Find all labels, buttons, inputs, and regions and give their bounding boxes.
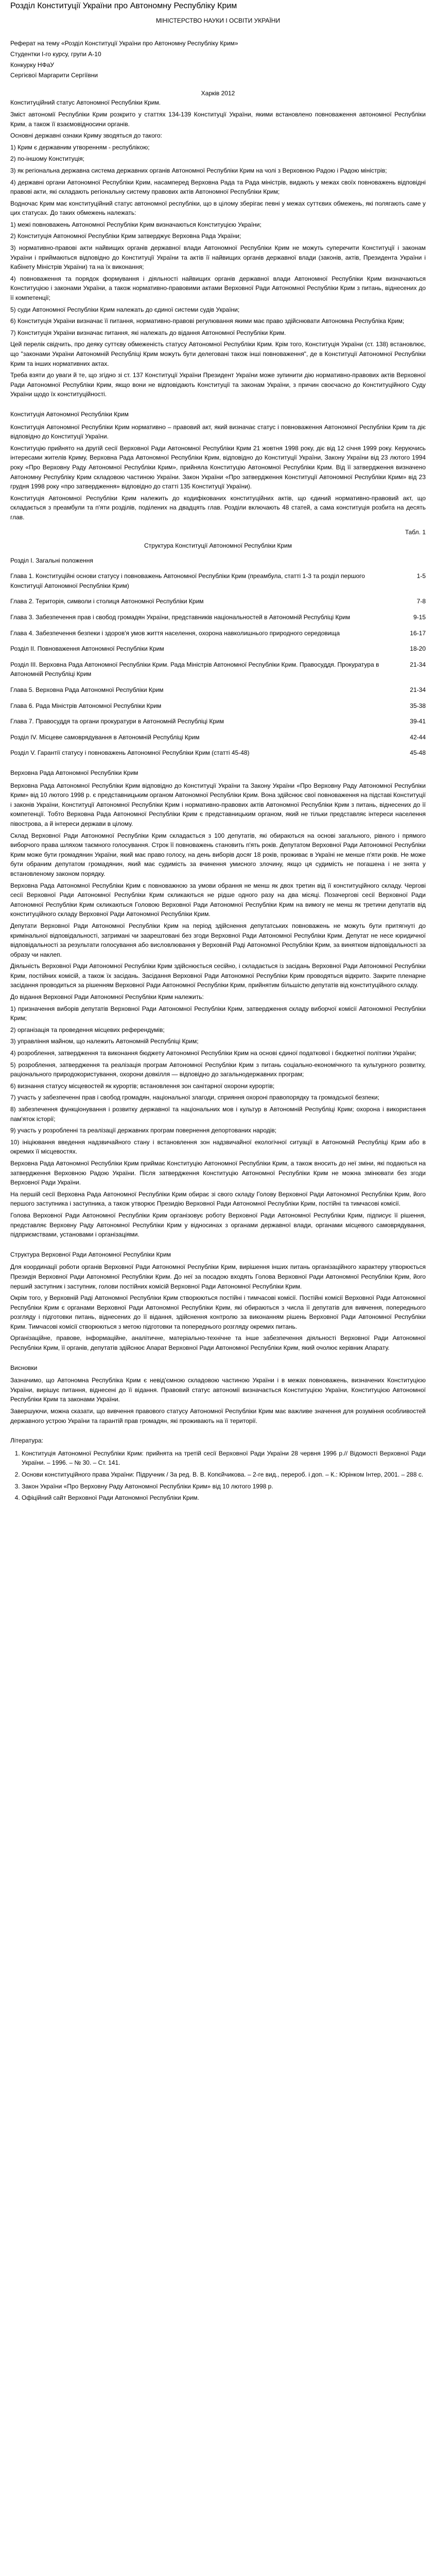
- table-row: Розділ II. Повноваження Автономної Республіки Крим 18-20: [10, 645, 426, 653]
- paragraph: 3) управління майном, що належить Автономній Республіці Крим;: [10, 1038, 199, 1045]
- paragraph: 10) ініціювання введення надзвичайного стану і встановлення зон надзвичайної екологічної ситуації в Автономній Республіці Крим або в окремих її місцевостях.: [10, 1138, 426, 1156]
- paragraph: 1) призначення виборів депутатів Верховної Ради Автономної Республіки Крим, затвердження складу виборчої комісії Автономної Республіки Крим;: [10, 1005, 426, 1022]
- list-item: 3. Закон України «Про Верховну Раду Автономної Республіки Крим» від 10 лютого 1998 р.: [22, 1482, 426, 1492]
- topic-line: Реферат на тему «Розділ Конституції України про Автономну Республіку Крим»: [10, 40, 238, 47]
- table-row: Розділ III. Верховна Рада Автономної Республіки Крим. Рада Міністрів Автономної Республіки Крим. Правосуддя. Прокуратура в Автономній Республіці Крим 21-34: [10, 660, 426, 678]
- paragraph: 2) по-іншому Конституція;: [10, 155, 84, 163]
- table-label: Табл. 1: [405, 528, 426, 536]
- paragraph: Водночас Крим має конституційний статус автономної республіки, що в цілому зберігає певні у межах суттєвих обмежень, які полягають саме у цих статусах. До таких обмежень належать:: [10, 199, 426, 217]
- paragraph: Діяльність Верховної Ради Автономної Республіки Крим здійснюється сесійно, і складається із засідань Верховної Ради Автономної Республіки Крим, постійних комісій, а також їх засідань. Засідання Верховної Ради Автономної Республіки Крим проводяться відкрито. Закрите пленарне засідання проводиться за рішенням Верховної Ради Автономної Республіки Крим, прийнятим більшістю депутатів від конституційного складу.: [10, 962, 426, 989]
- table-row: Глава 3. Забезпечення прав і свобод громадян України, представників національностей в Автономній Республіці Крим 9-15: [10, 614, 426, 621]
- paragraph: 4) державні органи Автономної Республіки Крим, насамперед Верховна Рада та Рада міністрів, видають у межах своїх повноважень відповідні правові акти, які складають регіональну систему правових актів Автономної Республіки Крим;: [10, 178, 426, 196]
- list-item: 1. Конституція Автономної Республіки Крим: прийнята на третій сесії Верховної Ради України 28 червня 1996 р.// Відомості Верховної Ради України. – 1996. – № 30. – Ст. 141.: [22, 1449, 426, 1468]
- paragraph: 5) суди Автономної Республіки Крим належать до єдиної системи судів України;: [10, 306, 240, 313]
- paragraph: Зміст автономії Республіки Крим розкрито у статтях 134-139 Конституції України, якими встановлено повноваження автономної Республіки Крим, а також її взаємовідносини органів.: [10, 110, 426, 128]
- student-line: Студентки І-го курсу, групи А-10: [10, 50, 101, 58]
- paragraph: Організаційне, правове, інформаційне, аналітичне, матеріально-технічне та інше забезпечення діяльності Верховної Ради Автономної Республіки Крим, її органів, депутатів здійснює Апарат Верховної Ради Автономної Республіки Крим, який очолює керівник Апарату.: [10, 1334, 426, 1352]
- paragraph: Цей перелік свідчить, про деяку суттєву обмеженість статусу Автономної Республіки Крим. Крім того, Конституція України (ст. 138) встановлює, що "законами України Автономній Республіці Крим можуть бути делеговані також інші повноваження", де в Конституції Автономної Республіки Крим та інших нормативних актах.: [10, 341, 426, 367]
- paragraph: Основні державні ознаки Криму зводяться до такого:: [10, 132, 162, 140]
- paragraph: 7) участь у забезпеченні прав і свобод громадян, національної злагоди, сприяння охороні правопорядку та громадської безпеки;: [10, 1094, 379, 1101]
- paragraph: 9) участь у розробленні та реалізації державних програм повернення депортованих народів;: [10, 1127, 277, 1134]
- paragraph: 8) забезпечення функціонування і розвитку державної та національних мов і культур в Автономній Республіці Крим; охорона і використання пам'яток історії;: [10, 1106, 426, 1123]
- paragraph: 3) як регіональна державна система державних органів Автономної Республіки Крим на чолі з Верховною Радою і Радою міністрів;: [10, 166, 387, 174]
- paragraph: 6) Конституція України визначає її питання, нормативно-правові регулювання якими має право здійснювати Автономна Республіка Крим;: [10, 317, 405, 325]
- paragraph: Верховна Рада Автономної Республіки Крим відповідно до Конституції України та Закону України «Про Верховну Раду Автономної Республіки Крим» від 10 лютого 1998 р. є представницьким органом Автономної Республіки Крим. Вона здійснює свої повноваження на підставі Конституції і законів України, Конституції Автономної Республіки Крим і нормативно-правових актів Автономної Республіки Крим з питань, віднесених до її компетенції. Тобто Верховна Рада Автономної Республіки Крим є представницьким органом, який не тільки представляє інтереси населення півострова, а й інтереси держави в цілому.: [10, 782, 426, 827]
- table-row: Глава 2. Територія, символи і столиця Автономної Республіки Крим 7-8: [10, 598, 426, 605]
- ministry-line: МІНІСТЕРСТВО НАУКИ І ОСВІТИ УКРАЇНИ: [155, 16, 281, 24]
- table-row: Глава 1. Конституційні основи статусу і повноважень Автономної Республіки Крим (преамбула, статті 1-3 та розділ першого Конституції Автономної Республіки Крим) 1-5: [10, 572, 426, 589]
- paragraph: 3) нормативно-правові акти найвищих органів державної влади Автономної Республіки Крим не можуть суперечити Конституції і законам України і приймаються відповідно до Конституції України та актів її найвищих органів державної влади (законів, актів, Президента України і Кабінету Міністрів України) та на їх виконання;: [10, 244, 426, 271]
- paragraph: Склад Верховної Ради Автономної Республіки Крим складається з 100 депутатів, які обираються на основі загального, рівного і прямого виборчого права шляхом таємного голосування. Строк її повноважень становить п'ять років. Депутатом Верховної Ради Автономної Республіки Крим може бути громадянин України, який має право голосу, на день виборів досяг 18 років, проживає в Україні не менше п'яти років. Не може бути обраним депутатом громадянин, який має судимість за вчинення умисного злочину, якщо ця судимість не погашена і не знята у встановленому законом порядку.: [10, 832, 426, 877]
- table-title: Структура Конституції Автономної Республіки Крим: [144, 542, 292, 550]
- paragraph: 7) Конституція України визначає питання, які належать до відання Автономної Республіки Крим.: [10, 329, 286, 336]
- paragraph: 2) Конституція Автономної Республіки Крим затверджує Верховна Рада України;: [10, 232, 241, 240]
- list-item: 2. Основи конституційного права України: Підручник / За ред. В. В. Копєйчикова. – 2-ге вид., перероб. і доп. – К.: Юрінком Інтер, 2001. – 288 с.: [22, 1470, 426, 1480]
- faculty-line: Конкурку НФаУ: [10, 61, 55, 69]
- paragraph: Депутати Верховної Ради Автономної Республіки Крим на період здійснення депутатських повноважень не можуть бути притягнуті до кримінальної відповідальності, затримані чи заарештовані без згоди Верховної Ради Автономної Республіки Крим. Депутат не несе юридичної відповідальності за результати голосування або висловлювання у Верховній Раді Автономної Республіки Крим, за винятком відповідальності за образу чи наклеп.: [10, 922, 426, 958]
- table-row: Розділ I. Загальні положення: [10, 556, 93, 564]
- paragraph: Для координації роботи органів Верховної Ради Автономної Республіки Крим, вирішення інших питань організаційного характеру утворюється Президія Верховної Ради Автономної Республіки Крим. До неї за посадою входять Голова Верховної Ради Автономної Республіки Крим, його перший заступник і заступник, голови постійних комісій Верховної Ради Автономної Республіки Крим.: [10, 1263, 426, 1290]
- paragraph: 4) розроблення, затвердження та виконання бюджету Автономної Республіки Крим на основі єдиної податкової і бюджетної політики України;: [10, 1049, 416, 1057]
- table-row: Глава 4. Забезпечення безпеки і здоров'я умов життя населення, охорона навколишнього природного середовища 16-17: [10, 629, 426, 637]
- paragraph: 6) визнання статусу місцевостей як курортів; встановлення зон санітарної охорони курортів;: [10, 1082, 275, 1090]
- section-heading-conclusions: Висновки: [10, 1364, 38, 1371]
- paragraph: 1) Крим є державним утворенням - республікою;: [10, 143, 150, 151]
- paragraph: Верховна Рада Автономної Республіки Крим є повноважною за умови обрання не менш як двох третин від її конституційного складу. Чергові сесії Верховної Ради Автономної Республіки Крим скликаються не рідше одного разу на два місяці. Позачергові сесії Верховної Ради Автономної Республіки Крим скликаються Головою Верховної Ради Автономної Республіки Крим на вимогу не менш як третини депутатів від конституційного складу Верховної Ради Автономної Республіки Крим.: [10, 882, 426, 918]
- paragraph: Зазначимо, що Автономна Республіка Крим є невід'ємною складовою частиною України і в межах повноважень, визначених Конституцією України, вирішує питання, віднесені до її відання. Правовий статус автономії визначається Конституцією України, Конституцією Автономної Республіки Крим та законами України.: [10, 1377, 426, 1403]
- document-title: Розділ Конституції України про Автономну Республіку Крим: [10, 2, 237, 10]
- paragraph: Конституцію прийнято на другій сесії Верховної Ради Автономної Республіки Крим 21 жовтня 1998 року, діє від 12 січня 1999 року. Керуючись інтересами жителів Криму, Верховна Рада Автономної Республіки Крим, відповідно до Конституції України, Закону України від 23 лютого 1994 року «Про Верховну Раду Автономної Республіки Крим», прийняла Конституцію Автономної Республіки Крим. Від її затвердження визначено Автономну Республіку Крим складовою частиною України. Закон України «Про затвердження Конституції Автономної Республіки Крим» від 23 грудня 1998 року «про затвердження» відповідно до статті 135 Конституції України).: [10, 444, 426, 490]
- paragraph: До відання Верховної Ради Автономної Республіки Крим належить:: [10, 993, 204, 1001]
- paragraph: Конституція Автономної Республіки Крим належить до кодифікованих конституційних актів, що єдиний нормативно-правовий акт, що складається з преамбули та п'яти розділів, поділених на двадцять глав. Розділи включають 48 статей, а сама конституція розбита на десять глав.: [10, 494, 426, 521]
- city-year: Харків 2012: [201, 89, 235, 97]
- literature-list: [22, 1449, 426, 1503]
- paragraph: Завершуючи, можна сказати, що вивчення правового статусу Автономної Республіки Крим має важливе значення для розуміння особливостей державного устрою України та гарантій прав громадян, які проживають на її території.: [10, 1408, 426, 1425]
- list-item: 4. Офіційний сайт Верховної Ради Автономної Республіки Крим.: [22, 1493, 426, 1503]
- paragraph: 2) організація та проведення місцевих референдумів;: [10, 1026, 165, 1033]
- paragraph: 4) повноваження та порядок формування і діяльності найвищих органів державної влади Автономної Республіки Крим визначаються Конституцією і законами України, а також нормативно-правовими актами Верховної Ради Автономної Республіки Крим з питань, віднесених до її компетенції;: [10, 275, 426, 302]
- table-row: Розділ IV. Місцеве самоврядування в Автономній Республіці Крим 42-44: [10, 733, 426, 741]
- section-heading-structure: Структура Верховної Ради Автономної Республіки Крим: [10, 1250, 171, 1258]
- paragraph: 5) розроблення, затвердження та реалізація програм Автономної Республіки Крим з питань соціально-економічного та культурного розвитку, раціонального природокористування, охорони довкілля — відповідно до загальнодержавних програм;: [10, 1061, 426, 1078]
- paragraph: 1) межі повноважень Автономної Республіки Крим визначаються Конституцією України;: [10, 221, 261, 228]
- paragraph: Треба взяти до уваги й те, що згідно зі ст. 137 Конституції України Президент України може зупинити дію нормативно-правових актів Верховної Ради Автономної Республіки Крим, якщо вони не відповідають Конституції та законам України, з причин своєчасно до Конституційного Суду України щодо їх конституційності.: [10, 371, 426, 398]
- intro-section: [10, 98, 426, 399]
- table-row: Глава 7. Правосуддя та органи прокуратури в Автономній Республіці Крим 39-41: [10, 718, 426, 725]
- paragraph: Конституційний статус Автономної Республіки Крим.: [10, 99, 161, 107]
- table-row: Розділ V. Гарантії статусу і повноважень Автономної Республіки Крим (статті 45-48) 45-48: [10, 749, 426, 757]
- table-row: Глава 5. Верховна Рада Автономної Республіки Крим 21-34: [10, 686, 426, 694]
- section-heading-rada: Верховна Рада Автономної Республіки Крим: [10, 769, 138, 777]
- paragraph: Окрім того, у Верховній Раді Автономної Республіки Крим створюються постійні і тимчасові комісії. Постійні комісії Верховної Ради Автономної Республіки Крим є органами Верховної Ради Автономної Республіки Крим, які обираються з числа її депутатів для вивчення, попереднього розгляду і підготовки питань, віднесених до її відання, здійснення контролю за виконанням рішень Верховної Ради Автономної Республіки Крим. Тимчасові комісії створюються з метою підготовки та попереднього розгляду окремих питань.: [10, 1294, 426, 1330]
- paragraph: Верховна Рада Автономної Республіки Крим приймає Конституцію Автономної Республіки Крим, а також вносить до неї зміни, які подаються на затвердження Верховною Радою України. Після затвердження Конституцію Автономної Республіки Крим не можна змінювати без згоди Верховної Ради України.: [10, 1159, 426, 1187]
- paragraph: Конституція Автономної Республіки Крим нормативно – правовий акт, який визначає статус і повноваження Автономної Республіки Крим та діє відповідно до Конституції України.: [10, 423, 426, 440]
- table-row: Глава 6. Рада Міністрів Автономної Республіки Крим 35-38: [10, 702, 426, 709]
- structure-table: [10, 556, 426, 758]
- section-heading-constitution: Конституція Автономної Республіки Крим: [10, 410, 129, 418]
- paragraph: На першій сесії Верховна Рада Автономної Республіки Крим обирає зі свого складу Голову Верховної Ради Автономної Республіки Крим, його першого заступника і заступника, а також утворює Президію Верховної Ради Автономної Республіки Крим, постійні та тимчасові комісії.: [10, 1190, 426, 1208]
- author-line: Сергієвої Маргарити Сергіївни: [10, 72, 98, 79]
- section-heading-literature: Література:: [10, 1437, 43, 1445]
- paragraph: Голова Верховної Ради Автономної Республіки Крим організовує роботу Верховної Ради Автономної Республіки Крим, підписує її рішення, представляє Верховну Раду Автономної Республіки Крим у відносинах з органами державної влади, органами місцевого самоврядування, підприємствами, установами і організаціями.: [10, 1211, 426, 1239]
